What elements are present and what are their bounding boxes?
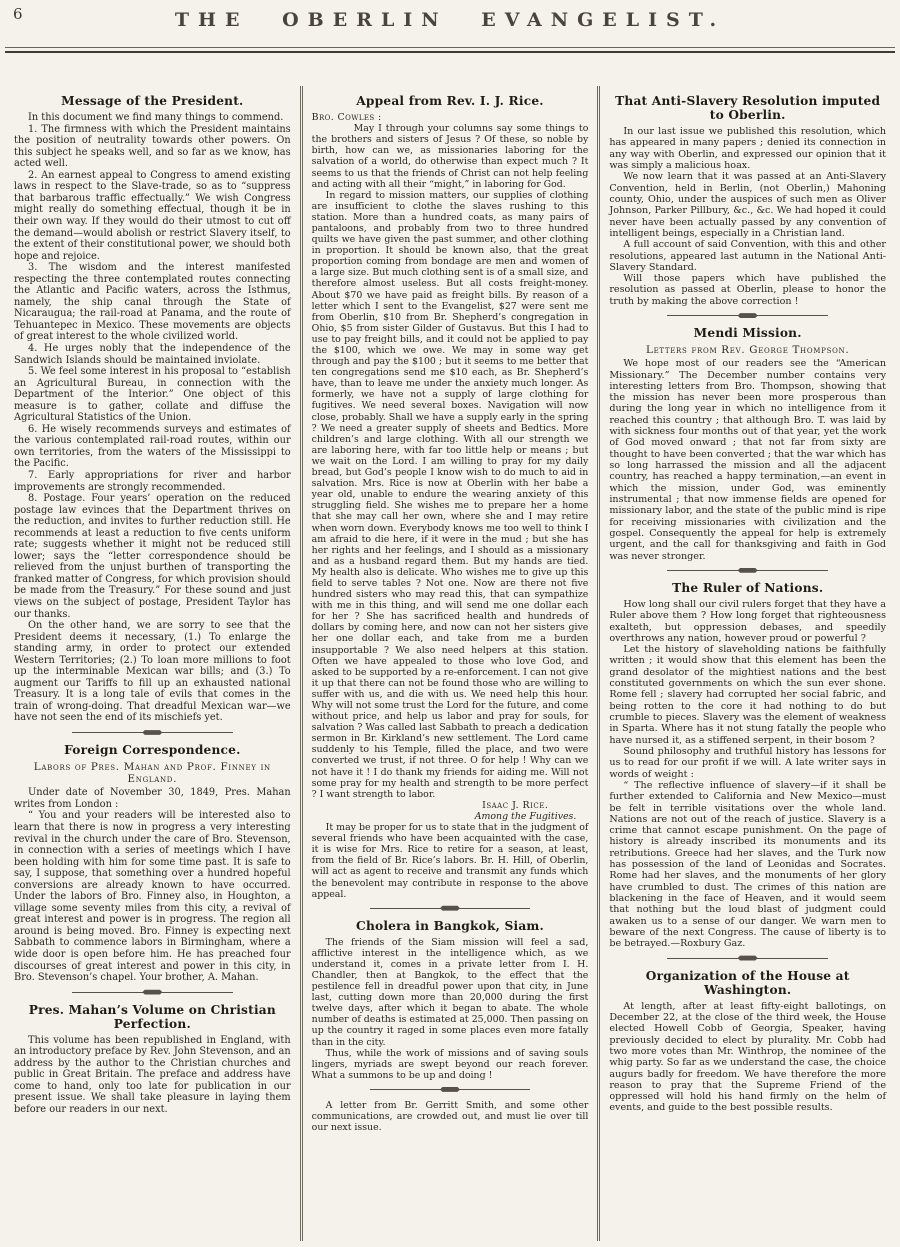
article-paragraph: In regard to mission matters, our supplies of clothing are insufficient to clothe the slaves rushing to this station. More than a hundred coats, as many pairs of pantaloons, and probably from two to three hundred quilts we have given the past summer, and other clothing in proportion. It should be known also, that the great proportion coming from bondage are men and women of a large size. But much clothing sent is of a small size, and therefore almost useless. But all costs freight-money. About $70 we have paid as freight bills. By reason of a letter which I sent to the Evangelist, $27 were sent me from Oberlin, $10 from Br. Shepherd’s congregation in Ohio, $5 from sister Gilder of Gustavus. But this I had to use to pay freight bills, and it could not be applied to pay the $100, which we owe. We may in some way get through and pay the $100 ; but it seems to me better that ten congregations send me $10 each, as Br. Shepherd’s have, than to leave me under the anxiety much longer. As formerly, we have not a supply of large clothing for fugitives. We need several boxes. Navigation will now close, probably. Shall we have a supply early in the spring ? We need a greater supply of sheets and Bedtics. More children’s and large clothing. With all our strength we are laboring here, with far too little help or means ; but we wait on the Lord. I am willing to pray for my daily bread, but God’s people I know wish to do much to aid in salvation. Mrs. Rice is now at Oberlin with her babe a year old, unable to endure the wearing anxiety of this struggling field. She wishes me to prepare her a home that she may call her own, where she and I may retire when worn down. Everybody knows me too well to think I am afraid to die here, if it were in the mud ; but she has her rights and her feelings, and I should as a missionary and as a husband regard them. But my hands are tied. My health also is delicate. Who wishes me to give up this field to serve tables ? Not one. Now are there not five hundred sisters who may read this, that can sympathize with me in this thing, and will send me one dollar each for her ? She has sacrificed health and hundreds of dollars by coming here, and now can not her sisters give her one dollar each, and take from me a burden insupportable ? We also need helpers at this station. Often we have appealed to those who love God, and asked to be supported by a re-enforcement. I can not give it up that there can not be found those who are willing to suffer with us, and die with us. We need help this hour. Why will not some trust the Lord for the future, and come without price, and help us labor and pray for souls, for salvation ? Was called last Sabbath to preach a dedication sermon in Br. Kirkland’s new settlement. The Lord came suddenly to his Temple, filled the place, and two were converted we trust, if not three. O for help ! Why can we not have it ! I do thank my friends for aiding me. Will not some pray for my health and strength to be more perfect ? I want strength to labor. (311, 189, 589, 800)
divider-diamond-icon (142, 730, 162, 736)
article-paragraph: It may be proper for us to state that in the judgment of several friends who have been acquainted with the case, it is wise for Mrs. Rice to retire for a season, at least, from the field of Br. Rice’s labors. Br. H. Hill, of Oberlin, will act as agent to receive and transmit any funds which the benevolent may contribute in response to the above appeal. (311, 822, 589, 900)
article-paragraph: May I through your columns say some things to the brothers and sisters of Jesus ? Of these, so noble by birth, how can we, as missionaries laboring for the salvation of a world, do otherwise than expect much ? It seems to us that the friends of Christ can not help feeling and acting with all their “might,” in laboring for God. (311, 123, 589, 190)
article-paragraph: 5. We feel some interest in his proposal to “establish an Agricultural Bureau, in connection with the Department of the Interior.” One object of this measure is to gather, collate and diffuse the Agricultural Statistics of the Union. (14, 366, 291, 424)
section-divider (667, 315, 827, 320)
article-mendi-mission (609, 326, 886, 562)
article-paragraph: A letter from Br. Gerritt Smith, and some other communications, are crowded out, and must lie over till our next issue. (311, 1099, 589, 1134)
page-header (0, 0, 900, 86)
article-paragraph: 2. An earnest appeal to Congress to amend existing laws in respect to the Slave-trade, so as to “suppress that barbarous traffic effectually.” We wish Congress might really do something effectual, though it be in their own way. If they would do their utmost to cut off the demand—would abolish or restrict Slavery itself, to the extent of their constitutional power, we should both hope and rejoice. (14, 169, 291, 262)
article-ruler-of-nations (609, 581, 886, 950)
article-paragraph: 6. He wisely recommends surveys and estimates of the various contemplated rail-road routes, within our own territories, from the waters of the Mississippi to the Pacific. (14, 423, 291, 470)
article-paragraph: How long shall our civil rulers forget that they have a Ruler above them ? How long forget that righteousness exalteth, but oppression debases, and speedily overthrows any nation, however proud or powerful ? (609, 598, 887, 644)
article-title: Pres. Mahan’s Volume on Christian Perfection. (28, 1002, 276, 1031)
article-subtitle: Labors of Pres. Mahan and Prof. Finney in England. (33, 761, 271, 786)
article-title: The Ruler of Nations. (672, 580, 824, 595)
article-paragraph: On the other hand, we are sorry to see that the President deems it necessary, (1.) To enlarge the standing army, in order to protect our extended Western Territories; (2.) To loan more millions to foot up the interminable Mexican war bills; and (3.) To augment our Tariffs to fill up an exhausted national Treasury. It is a long tale of evils that comes in the train of wrong-doing. That dreadful Mexican war—we have not seen the end of its mischiefs yet. (14, 620, 291, 724)
article-paragraph: The friends of the Siam mission will feel a sad, afflictive interest in the intelligence which, as we understand it, comes in a private letter from I. H. Chandler, then at Bangkok, to the effect that the pestilence fell in dreadful power upon that city, in June last, cutting down more than 20,000 during the first twelve days, after which it began to abate. The whole number of deaths is estimated at 25,000. Then passing on up the country it raged in some places even more fatally than in the city. (311, 936, 589, 1048)
section-divider (667, 570, 827, 575)
section-divider (667, 958, 827, 963)
article-title: Mendi Mission. (693, 326, 802, 341)
dateline: Among the Fugitives. (474, 810, 577, 822)
section-divider (72, 732, 232, 737)
masthead-title: THE OBERLIN EVANGELIST. (174, 9, 726, 31)
masthead-rule (5, 47, 895, 53)
article-paragraph: 3. The wisdom and the interest manifested respecting the three contemplated routes connecting the Atlantic and Pacific waters, across the Isthmus, namely, the ship canal through the State of Nicaraugua; the rail-road at Panama, and the route of Tehuantepec in Mexico. These movements are objects of great interest to the whole civilized world. (14, 262, 291, 343)
article-title: Appeal from Rev. I. J. Rice. (356, 94, 544, 108)
article-foreign-correspondence (14, 743, 291, 984)
article-paragraph: “ The reflective influence of slavery—if it shall be further extended to California and New Mexico—must be felt in terrible visitations over the whole land. Nations are not out of the reach of justice. Slavery is a crime that cannot escape punishment. On the page of history is already inscribed its monuments and its retributions. Greece had her slaves, and the Turk now has possession of the land of Leonidas and Socrates. Rome had her slaves, and the monuments of her glory have crumbled to dust. The crimes of this nation are blackening in the face of Heaven, and it would seem that nothing but the loud blast of judgment could awaken us to a sense of our danger. We warn men to beware of the next Congress. The cause of liberty is to be betrayed.—Roxbury Gaz. (609, 779, 887, 950)
article-paragraph: This volume has been republished in England, with an introductory preface by Rev. John Stevenson, and an address by the author to the Christian churches and public in Great Britain. The preface and address have come to hand, only too late for publication in our present issue. We shall take pleasure in laying them before our readers in our next. (14, 1034, 291, 1115)
article-house-organization (609, 969, 886, 1114)
article-paragraph: In our last issue we published this resolution, which has appeared in many papers ; denied its connection in any way with Oberlin, and expressed our opinion that it was simply a malicious hoax. (609, 126, 887, 171)
article-mahans-volume (14, 1003, 291, 1116)
article-paragraph: We hope most of our readers see the “American Missionary.” The December number contains very interesting letters from Bro. Thompson, showing that the mission has never been more prosperous than during the long year in which no intelligence from it reached this country ; that although Bro. T. was laid by with sickness four months out of that year, yet the work of God moved onward ; that not far from sixty are thought to have been converted ; that the war which has so long harrassed the mission and all the adjacent country, has reached a happy termination,—an event in which the mission, under God, was eminently instrumental ; that now immense fields are opened for missionary labor, and the state of the public mind is ripe for receiving missionaries with civilization and the gospel. Consequently the appeal for help is extremely urgent, and the call for thanksgiving and faith in God was never stronger. (609, 358, 887, 562)
column-1 (5, 86, 300, 1241)
article-paragraph: We now learn that it was passed at an Anti-Slavery Convention, held in Berlin, (not Oberlin,) Mahoning county, Ohio, under the auspices of such men as Oliver Johnson, Parker Pillbury, &c., &c. We had hoped it could never have been actually passed by any convention of intelligent beings, especially in a Christian land. (609, 171, 887, 239)
article-paragraph: In this document we find many things to commend. (28, 112, 284, 124)
divider-diamond-icon (738, 313, 758, 319)
article-paragraph: At length, after at least fifty-eight ballotings, on December 22, at the close of the third week, the House elected Howell Cobb of Georgia, Speaker, having previously decided to elect by plurality. Mr. Cobb had two more votes than Mr. Winthrop, the nominee of the whig party. So far as we understand the case, the choice augurs badly for freedom. We have therefore the more reason to pray that the Supreme Friend of the oppressed will hold his hand firmly on the helm of events, and guide to the best possible results. (609, 1000, 887, 1114)
article-cholera-bangkok (312, 919, 589, 1081)
article-paragraph: 4. He urges nobly that the independence of the Sandwich Islands should be maintained inviolate. (14, 342, 291, 366)
article-antislavery-resolution (609, 94, 886, 307)
article-paragraph: Under date of November 30, 1849, Pres. Mahan writes from London : (14, 787, 291, 810)
article-title: Cholera in Bangkok, Siam. (356, 918, 544, 933)
article-paragraph: Thus, while the work of missions and of saving souls lingers, myriads are swept beyond our reach forever. What a summons to be up and doing ! (311, 1047, 589, 1081)
column-layout (0, 86, 900, 1241)
article-paragraph: 8. Postage. Four years’ operation on the reduced postage law evinces that the Department thrives on the reduction, and invites to further reduction still. He recommends at least a reduction to five cents uniform rate; suggests whether it might not be reduced still lower; says the “letter correspondence should be relieved from the unjust burthen of transporting the franked matter of Congress, for which provision should be made from the Treasury.” For these sound and just views on the subject of postage, President Taylor has our thanks. (14, 493, 291, 620)
article-paragraph: Will those papers which have published the resolution as passed at Oberlin, please to honor the truth by making the above correction ! (609, 273, 887, 307)
column-3 (600, 86, 895, 1241)
article-title: Organization of the House at Washington. (645, 968, 850, 997)
article-subtitle: Letters from Rev. George Thompson. (646, 344, 850, 357)
divider-diamond-icon (142, 989, 162, 995)
article-title: That Anti-Slavery Resolution imputed to Oberlin. (615, 94, 881, 123)
article-title: Message of the President. (61, 94, 244, 108)
salutation: Bro. Cowles : (311, 112, 382, 124)
page-number: 6 (13, 5, 23, 23)
section-divider (370, 908, 530, 913)
article-paragraph: 1. The firmness with which the President maintains the position of neutrality towards other powers. On this subject he speaks well, and so far as we know, has acted well. (14, 123, 291, 170)
divider-diamond-icon (440, 1086, 460, 1092)
article-paragraph: “ You and your readers will be interested also to learn that there is now in progress a very interesting revival in the church under the care of Bro. Stevenson, in connection with a series of meetings which I have been holding with him for some time past. It is safe to say, I suppose, that something over a hundred hopeful conversions are already known to have occurred. Under the labors of Bro. Finney also, in Houghton, a village some seventy miles from this city, a revival of great interest and power is in progress. The region all around is being moved. Bro. Finney is expecting next Sabbath to commence labors in Birmingham, where a wide door is open before him. He has preached four discourses of great interest and power in this city, in Bro. Stevenson’s chapel. Your brother, A. Mahan. (14, 810, 291, 984)
section-divider (72, 992, 232, 997)
article-paragraph: 7. Early appropriations for river and harbor improvements are strongly recommended. (14, 469, 291, 493)
article-appeal-from-rice (312, 94, 589, 900)
article-crowded-out-note (312, 1100, 589, 1133)
divider-diamond-icon (440, 905, 460, 911)
section-divider (370, 1089, 530, 1094)
article-message-of-the-president (14, 94, 291, 724)
signature: Isaac J. Rice. (482, 799, 549, 811)
divider-diamond-icon (738, 567, 758, 573)
column-2 (300, 86, 601, 1241)
divider-diamond-icon (738, 955, 758, 961)
article-title: Foreign Correspondence. (64, 743, 241, 758)
article-paragraph: A full account of said Convention, with this and other resolutions, appeared last autumn in the National Anti-Slavery Standard. (609, 239, 887, 273)
article-paragraph: Sound philosophy and truthful history has lessons for us to read for our profit if we will. A late writer says in words of weight : (609, 745, 887, 780)
article-paragraph: Let the history of slaveholding nations be faithfully written ; it would show that this element has been the grand desolator of the mightiest nations and the best constituted governments on which the sun ever shone. Rome fell ; slavery had corrupted her social fabric, and being rotten to the core it had nothing to do but crumble to pieces. Slavery was the element of weakness in Sparta. Where has it not stung fatally the people who have nursed it, as a stiffened serpent, in their bosom ? (609, 644, 887, 746)
